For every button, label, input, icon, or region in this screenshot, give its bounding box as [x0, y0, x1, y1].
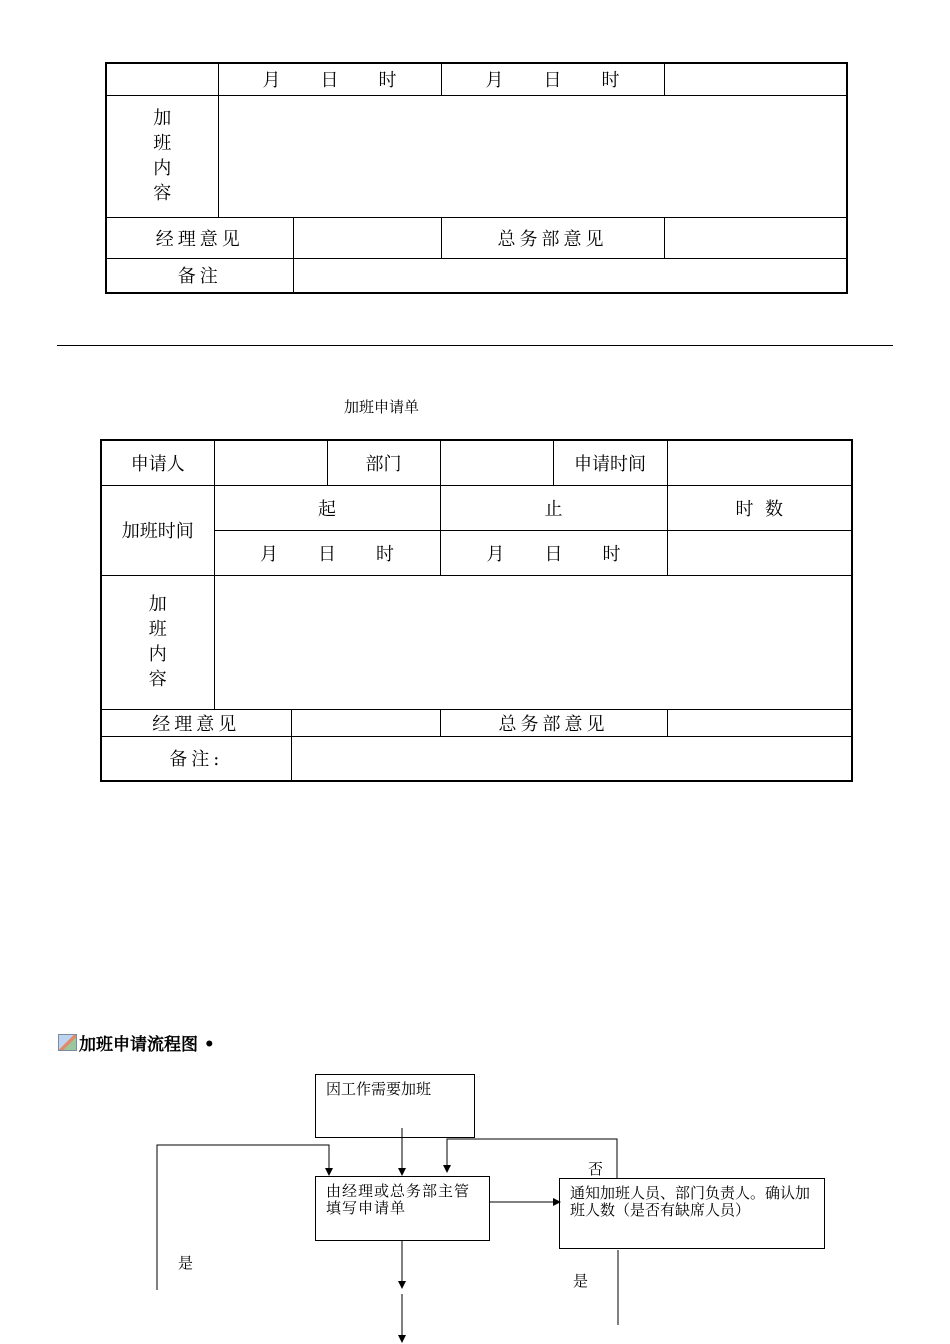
flow-box-fill-application: 由经理或总务部主管填写申请单 [315, 1176, 490, 1241]
apply-time-label: 申请时间 [553, 440, 667, 485]
end-label: 止 [440, 485, 667, 530]
flow-box-notify: 通知加班人员、部门负责人。确认加班人数（是否有缺席人员） [559, 1178, 825, 1249]
flow-label-no: 否 [588, 1160, 604, 1178]
flow-box-start: 因工作需要加班 [315, 1074, 475, 1138]
start-label: 起 [214, 485, 440, 530]
flow-label-yes-right: 是 [573, 1272, 589, 1290]
flowchart-title: 加班申请流程图 • [58, 1030, 215, 1055]
general-dept-opinion-label: 总务部意见 [441, 217, 664, 258]
general-dept-opinion-label: 总务部意见 [440, 709, 667, 736]
start-time-cell: 月 日 时 [214, 530, 440, 575]
hours-label: 时 数 [667, 485, 852, 530]
applicant-label: 申请人 [101, 440, 214, 485]
flow-label-yes-left: 是 [178, 1254, 194, 1272]
overtime-time-label: 加班时间 [101, 485, 214, 575]
remarks-label: 备注: [101, 736, 291, 781]
remarks-label: 备注 [106, 258, 293, 293]
overtime-content-label: 加 班 内 容 [101, 575, 214, 709]
form-title: 加班申请单 [344, 398, 420, 416]
end-time-cell: 月 日 时 [441, 63, 664, 95]
department-label: 部门 [327, 440, 440, 485]
overtime-content-label: 加 班 内 容 [106, 95, 218, 217]
manager-opinion-label: 经理意见 [106, 217, 293, 258]
end-time-cell: 月 日 时 [440, 530, 667, 575]
manager-opinion-label: 经理意见 [101, 709, 291, 736]
start-time-cell: 月 日 时 [218, 63, 441, 95]
